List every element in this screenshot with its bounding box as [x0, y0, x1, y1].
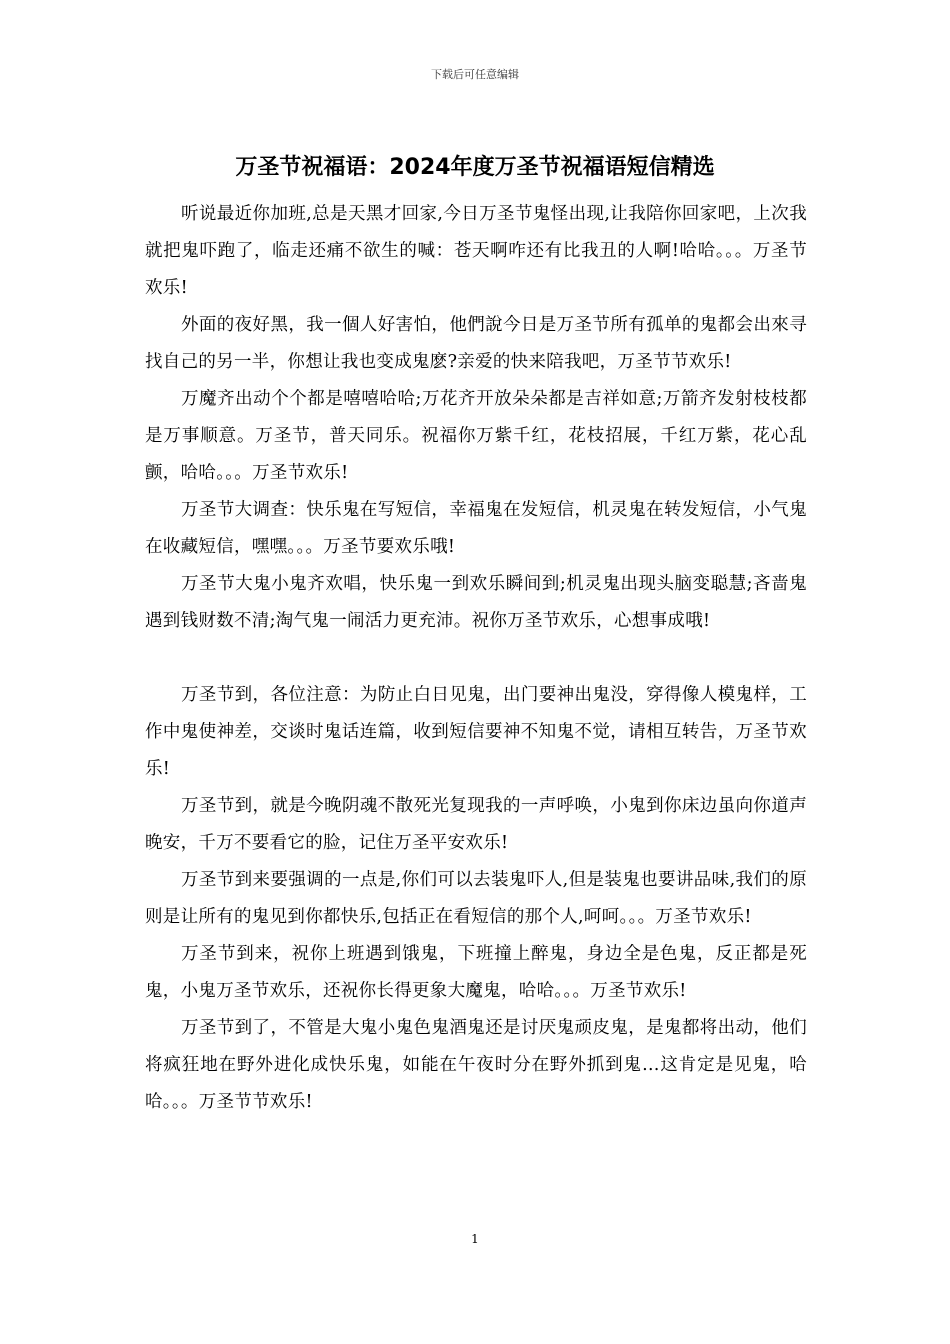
document-title: 万圣节祝福语：2024年度万圣节祝福语短信精选 [235, 155, 715, 180]
paragraph-10: 万圣节到了，不管是大鬼小鬼色鬼酒鬼还是讨厌鬼顽皮鬼，是鬼都将出动，他们将疯狂地在野外进化成快乐鬼，如能在午夜时分在野外抓到鬼…这肯定是见鬼，哈哈。。。万圣节节欢乐! [145, 1018, 807, 1112]
paragraph-8: 万圣节到来要强调的一点是,你们可以去装鬼吓人,但是装鬼也要讲品味,我们的原则是让所有的鬼见到你都快乐,包括正在看短信的那个人,呵呵。。。万圣节欢乐! [145, 870, 807, 927]
paragraph-3: 万魔齐出动个个都是嘻嘻哈哈;万花齐开放朵朵都是吉祥如意;万箭齐发射枝枝都是万事顺意。万圣节，普天同乐。祝福你万紫千红，花枝招展，千红万紫，花心乱颤，哈哈。。。万圣节欢乐! [145, 389, 807, 483]
paragraph-5: 万圣节大鬼小鬼齐欢唱，快乐鬼一到欢乐瞬间到;机灵鬼出现头脑变聪慧;吝啬鬼遇到钱财数不清;淘气鬼一闹活力更充沛。祝你万圣节欢乐，心想事成哦! [145, 574, 807, 631]
paragraph-6: 万圣节到，各位注意：为防止白日见鬼，出门要神出鬼没，穿得像人模鬼样，工作中鬼使神差，交谈时鬼话连篇，收到短信要神不知鬼不觉，请相互转告，万圣节欢乐! [145, 685, 807, 779]
paragraph-2: 外面的夜好黑，我一個人好害怕，他們說今日是万圣节所有孤单的鬼都会出來寻找自己的另一半，你想让我也变成鬼麽?亲爱的快来陪我吧，万圣节节欢乐! [145, 315, 807, 372]
paragraph-1: 听说最近你加班,总是天黑才回家,今日万圣节鬼怪出现,让我陪你回家吧，上次我就把鬼吓跑了，临走还痛不欲生的喊：苍天啊咋还有比我丑的人啊!哈哈。。。万圣节欢乐! [145, 204, 807, 298]
header-note: 下载后可任意编辑 [431, 68, 519, 81]
paragraph-7: 万圣节到，就是今晚阴魂不散死光复现我的一声呼唤，小鬼到你床边虽向你道声晚安，千万不要看它的脸，记住万圣平安欢乐! [145, 796, 807, 853]
paragraph-4: 万圣节大调查：快乐鬼在写短信，幸福鬼在发短信，机灵鬼在转发短信，小气鬼在收藏短信，嘿嘿。。。万圣节要欢乐哦! [145, 500, 807, 557]
document-body [145, 196, 807, 1121]
paragraph-9: 万圣节到来，祝你上班遇到饿鬼，下班撞上醉鬼，身边全是色鬼，反正都是死鬼，小鬼万圣节欢乐，还祝你长得更象大魔鬼，哈哈。。。万圣节欢乐! [145, 944, 807, 1001]
page-number: 1 [471, 1232, 479, 1246]
